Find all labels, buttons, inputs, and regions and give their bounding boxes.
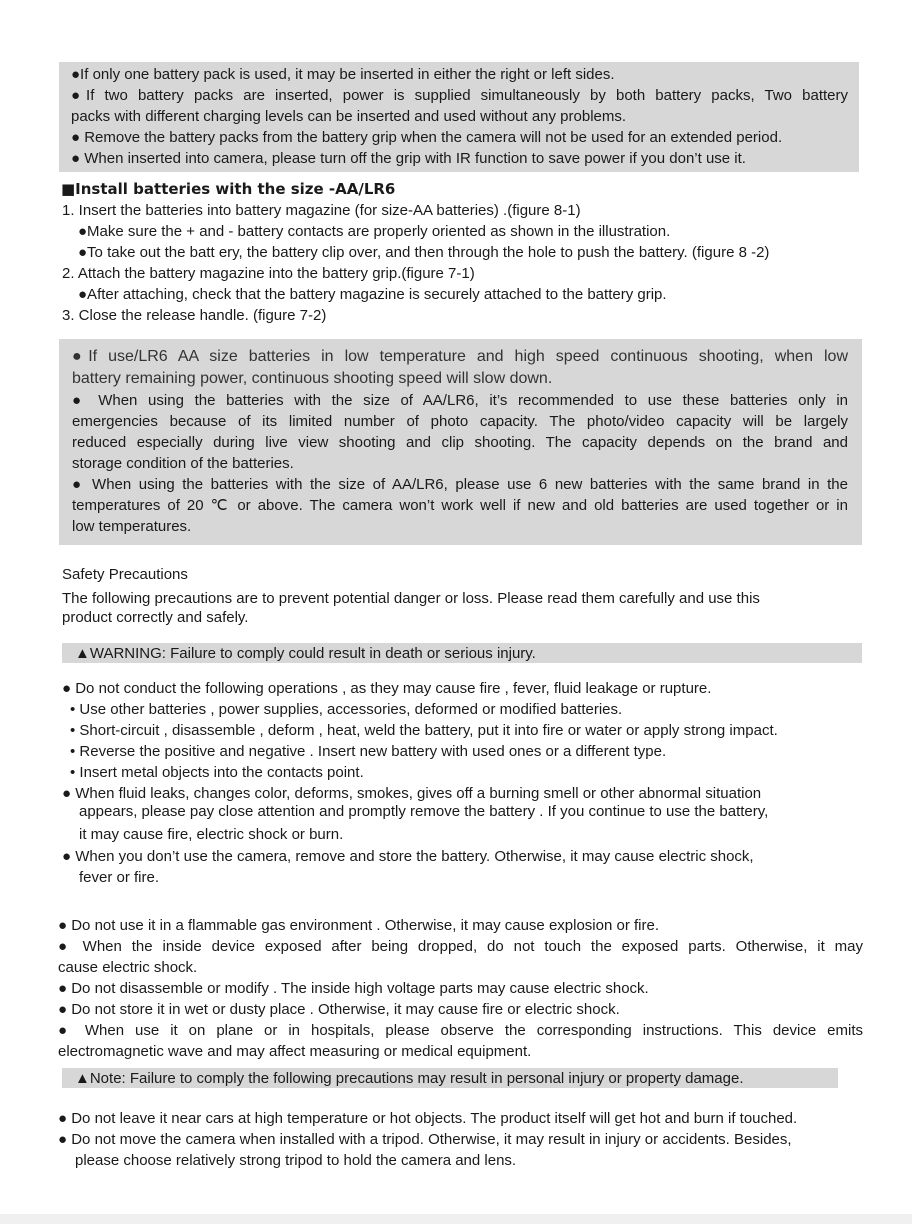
notice-line: storage condition of the batteries. bbox=[72, 455, 294, 472]
general-item: ● Do not disassemble or modify . The inside high voltage parts may cause electric shock. bbox=[58, 980, 649, 997]
warning-subitem: • Short-circuit , disassemble , deform , heat, weld the battery, put it into fire or water or apply strong impact. bbox=[70, 722, 778, 739]
install-heading: ■Install batteries with the size -AA/LR6 bbox=[61, 180, 396, 198]
warning-item-cont: appears, please pay close attention and promptly remove the battery . If you continue to use the battery, bbox=[79, 803, 769, 820]
general-item-cont: electromagnetic wave and may affect measuring or medical equipment. bbox=[58, 1043, 532, 1060]
page-bottom-edge bbox=[0, 1214, 912, 1224]
install-step: 1. Insert the batteries into battery magazine (for size-AA batteries) .(figure 8-1) bbox=[62, 202, 581, 219]
safety-intro: product correctly and safely. bbox=[62, 609, 249, 626]
general-item: ● When the inside device exposed after being dropped, do not touch the exposed parts. Otherwise, it may bbox=[58, 938, 863, 955]
notice-line: ●If only one battery pack is used, it may be inserted in either the right or left sides. bbox=[71, 66, 615, 83]
warning-item: ● Do not conduct the following operations , as they may cause fire , fever, fluid leakage or rupture. bbox=[62, 680, 712, 697]
install-step: 3. Close the release handle. (figure 7-2) bbox=[62, 307, 327, 324]
general-item: ● Do not store it in wet or dusty place . Otherwise, it may cause fire or electric shock. bbox=[58, 1001, 620, 1018]
general-item-cont: cause electric shock. bbox=[58, 959, 198, 976]
notice-line: packs with different charging levels can be inserted and used without any problems. bbox=[71, 108, 627, 125]
warning-item-cont: fever or fire. bbox=[79, 869, 160, 886]
install-bullet: ●After attaching, check that the battery magazine is securely attached to the battery grip. bbox=[78, 286, 667, 303]
install-step: 2. Attach the battery magazine into the battery grip.(figure 7-1) bbox=[62, 265, 475, 282]
warning-banner-text: ▲WARNING: Failure to comply could result in death or serious injury. bbox=[75, 645, 536, 662]
warning-item-cont: it may cause fire, electric shock or burn. bbox=[79, 826, 344, 843]
notice-line: ● When using the batteries with the size of AA/LR6, it’s recommended to use these batteries only in bbox=[72, 392, 848, 409]
warning-subitem: • Use other batteries , power supplies, accessories, deformed or modified batteries. bbox=[70, 701, 623, 718]
note-banner-text: ▲Note: Failure to comply the following precautions may result in personal injury or property damage. bbox=[75, 1070, 744, 1087]
install-bullet: ●Make sure the + and - battery contacts are properly oriented as shown in the illustration. bbox=[78, 223, 671, 240]
note-item: ● Do not move the camera when installed with a tripod. Otherwise, it may result in injury or accidents. Besides, bbox=[58, 1131, 792, 1148]
note-item: ● Do not leave it near cars at high temperature or hot objects. The product itself will get hot and burn if touched. bbox=[58, 1110, 798, 1127]
notice-line: ● When inserted into camera, please turn off the grip with IR function to save power if you don’t use it. bbox=[71, 150, 746, 167]
install-bullet: ●To take out the batt ery, the battery clip over, and then through the hole to push the battery. (figure 8 -2) bbox=[78, 244, 770, 261]
notice-line: temperatures of 20 ℃ or above. The camera won’t work well if new and old batteries are used together or in bbox=[72, 497, 848, 514]
notice-line: reduced especially during live view shooting and clip shooting. The capacity depends on the brand and bbox=[72, 434, 848, 451]
general-item: ● Do not use it in a flammable gas environment . Otherwise, it may cause explosion or fire. bbox=[58, 917, 659, 934]
note-item-cont: please choose relatively strong tripod to hold the camera and lens. bbox=[75, 1152, 517, 1169]
warning-subitem: • Insert metal objects into the contacts point. bbox=[70, 764, 364, 781]
notice-line: battery remaining power, continuous shooting speed will slow down. bbox=[72, 370, 553, 387]
notice-line: ●If two battery packs are inserted, power is supplied simultaneously by both battery packs, Two battery bbox=[71, 87, 848, 104]
notice-line: ● When using the batteries with the size of AA/LR6, please use 6 new batteries with the same brand in the bbox=[72, 476, 848, 493]
safety-intro: The following precautions are to prevent potential danger or loss. Please read them carefully and use this bbox=[62, 590, 760, 607]
notice-line: emergencies because of its limited number of photo capacity. The photo/video capacity will be largely bbox=[72, 413, 848, 430]
notice-line: ●If use/LR6 AA size batteries in low temperature and high speed continuous shooting, when low bbox=[72, 348, 848, 365]
notice-line: ● Remove the battery packs from the battery grip when the camera will not be used for an extended period. bbox=[71, 129, 783, 146]
warning-item: ● When you don’t use the camera, remove and store the battery. Otherwise, it may cause electric shock, bbox=[62, 848, 754, 865]
notice-line: low temperatures. bbox=[72, 518, 192, 535]
warning-subitem: • Reverse the positive and negative . Insert new battery with used ones or a different type. bbox=[70, 743, 667, 760]
warning-item: ● When fluid leaks, changes color, deforms, smokes, gives off a burning smell or other abnormal situation bbox=[62, 785, 762, 802]
safety-title: Safety Precautions bbox=[62, 566, 188, 583]
general-item: ● When use it on plane or in hospitals, please observe the corresponding instructions. This device emits bbox=[58, 1022, 863, 1039]
